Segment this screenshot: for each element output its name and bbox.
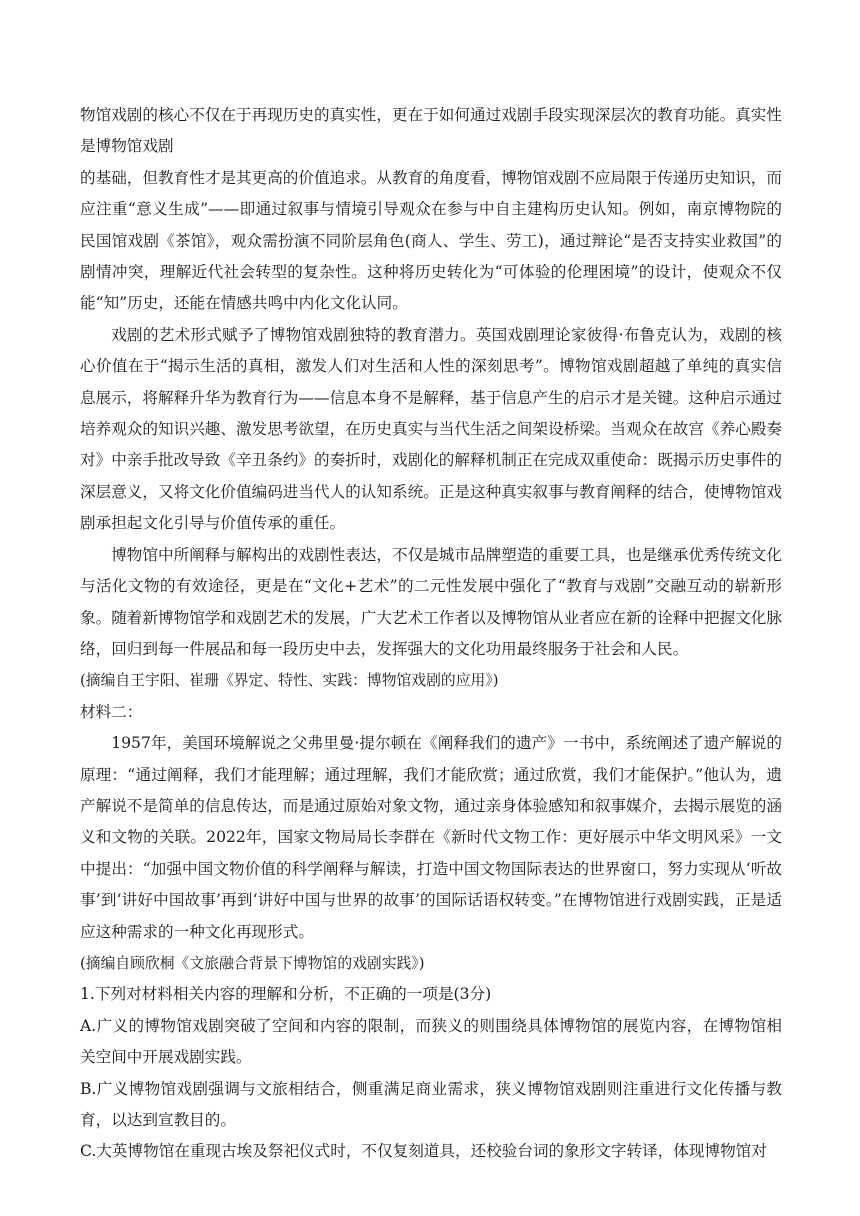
- question-option-b: B.广义博物馆戏剧强调与文旅相结合，侧重满足商业需求，狭义博物馆戏剧则注重进行文化传播与教育，以达到宣教目的。: [80, 1079, 782, 1129]
- material1-source: (摘编自王宇阳、崔珊《界定、特性、实践：博物馆戏剧的应用》): [80, 672, 499, 690]
- material2-paragraph-1: 1957年，美国环境解说之父弗里曼·提尔顿在《阐释我们的遗产》一书中，系统阐述了遗产解说的原理：“通过阐释，我们才能理解；通过理解，我们才能欣赏；通过欣赏，我们才能保护。”他认为，遗产解说不是简单的信息传达，而是通过原始对象文物，通过亲身体验感知和叙事媒介，去揭示展览的涵义和文物的关联。2022年，国家文物局局长李群在《新时代文物工作：更好展示中华文明风采》一文中提出：“加强中国文物价值的科学阐释与解读，打造中国文物国际表达的世界窗口，努力实现从‘听故事’到‘讲好中国故事’再到‘讲好中国与世界的故事’的国际话语权转变。”在博物馆进行戏剧实践，正是适应这种需求的一种文化再现形式。: [80, 734, 782, 941]
- question-option-a: A.广义的博物馆戏剧突破了空间和内容的限制，而狭义的则围绕具体博物馆的展览内容，在博物馆相关空间中开展戏剧实践。: [80, 1016, 782, 1067]
- material1-paragraph-2: 戏剧的艺术形式赋予了博物馆戏剧独特的教育潜力。英国戏剧理论家彼得·布鲁克认为，戏剧的核心价值在于“揭示生活的真相，激发人们对生活和人性的深刻思考”。博物馆戏剧超越了单纯的真实信息展示，将解释升华为教育行为——信息本身不是解释，基于信息产生的启示才是关键。这种启示通过培养观众的知识兴趣、激发思考欲望，在历史真实与当代生活之间架设桥梁。当观众在故宫《养心殿奏对》中亲手批改导致《辛丑条约》的奏折时，戏剧化的解释机制正在完成双重使命：既揭示历史事件的深层意义，又将文化价值编码进当代人的认知系统。正是这种真实叙事与教育阐释的结合，使博物馆戏剧承担起文化引导与价值传承的重任。: [80, 325, 782, 533]
- paragraph-1-fragment-b: 的基础，但教育性才是其更高的价值追求。从教育的角度看，博物馆戏剧不应局限于传递历史知识，而应注重“意义生成”——即通过叙事与情境引导观众在参与中自主建构历史认知。例如，南京博物院的民国馆戏剧《茶馆》，观众需扮演不同阶层角色(商人、学生、劳工)，通过辩论“是否支持实业救国”的剧情冲突，理解近代社会转型的复杂性。这种将历史转化为“可体验的伦理困境”的设计，使观众不仅能“知”历史，还能在情感共鸣中内化文化认同。: [80, 168, 782, 313]
- document-page: [80, 100, 782, 1168]
- material1-paragraph-3: 博物馆中所阐释与解构出的戏剧性表达，不仅是城市品牌塑造的重要工具，也是继承优秀传统文化与活化文物的有效途径，更是在“文化+艺术”的二元性发展中强化了“教育与戏剧”交融互动的崭新形象。随着新博物馆学和戏剧艺术的发展，广大艺术工作者以及博物馆从业者应在新的诠释中把握文化脉络，回归到每一件展品和每一段历史中去，发挥强大的文化功用最终服务于社会和人民。: [80, 545, 782, 658]
- material1-paragraph-1: [80, 100, 782, 320]
- question-stem: 1.下列对材料相关内容的理解和分析，不正确的一项是(3分): [80, 985, 492, 1004]
- question-option-c: C.大英博物馆在重现古埃及祭祀仪式时，不仅复刻道具，还校验台词的象形文字转译，体现博物馆对: [80, 1142, 767, 1161]
- paragraph-1-fragment-a: 物馆戏剧的核心不仅在于再现历史的真实性，更在于如何通过戏剧手段实现深层次的教育功能。真实性是博物馆戏剧: [80, 106, 782, 156]
- material2-heading: 材料二：: [80, 702, 143, 721]
- material2-source: (摘编自顾欣桐《文旅融合背景下博物馆的戏剧实践》): [80, 954, 425, 972]
